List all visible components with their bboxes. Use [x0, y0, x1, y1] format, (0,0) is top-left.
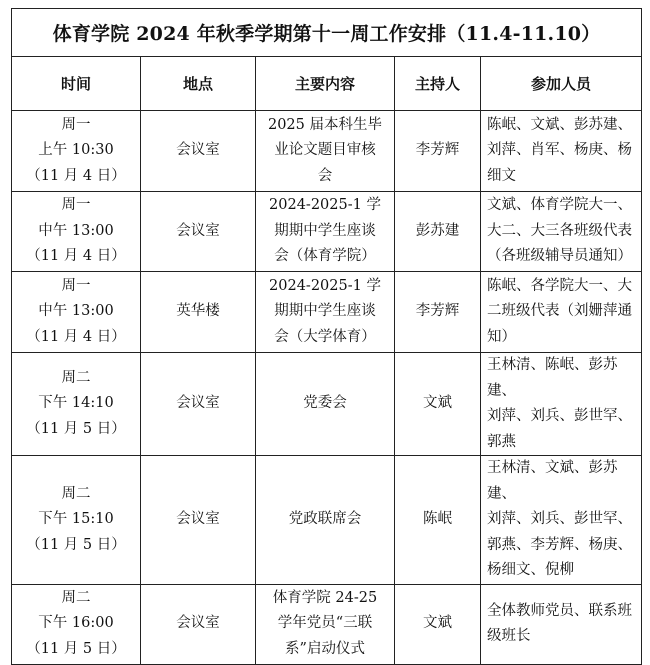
cell-participants-line: 王林清、文斌、彭苏建、: [487, 460, 618, 502]
cell-host: 李芳辉: [395, 272, 481, 353]
cell-place: 会议室: [141, 584, 256, 664]
cell-place: 会议室: [141, 192, 256, 272]
cell-place: 会议室: [141, 353, 256, 456]
cell-host: 文斌: [395, 353, 481, 456]
cell-time-line: 周一: [61, 277, 91, 294]
cell-content-line: 会: [317, 167, 333, 184]
cell-time-line: 周一: [61, 197, 91, 214]
table-row: [12, 456, 642, 585]
cell-content: [256, 584, 395, 664]
cell-participants-line: 文斌、体育学院大一、: [487, 197, 632, 214]
cell-participants-line: 二班级代表（刘姗萍通: [487, 303, 632, 320]
cell-participants: [481, 192, 642, 272]
schedule-sheet: [11, 8, 641, 657]
cell-place: 会议室: [141, 111, 256, 192]
schedule-title: 体育学院 2024 年秋季学期第十一周工作安排（11.4-11.10）: [12, 9, 642, 57]
cell-participants-line: 全体教师党员、联系班: [487, 602, 632, 619]
cell-time-line: 周二: [61, 589, 91, 606]
cell-place: 会议室: [141, 456, 256, 585]
cell-content-line: 2025 届本科生毕: [267, 116, 382, 133]
cell-participants: [481, 456, 642, 585]
cell-content: [256, 192, 395, 272]
cell-participants-line: 刘萍、刘兵、彭世罕、: [487, 511, 632, 527]
cell-participants-line: 大二、大三各班级代表: [487, 222, 632, 239]
cell-place: 英华楼: [141, 272, 256, 353]
cell-content: [256, 353, 395, 456]
cell-time-line: 下午 15:10: [38, 511, 114, 527]
table-row: [12, 192, 642, 272]
header-time: 时间: [12, 57, 141, 111]
header-participants: 参加人员: [481, 57, 642, 111]
cell-time-line: 中午 13:00: [38, 222, 114, 239]
cell-participants-line: 刘萍、肖军、杨庚、杨: [487, 142, 632, 159]
header-host: 主持人: [395, 57, 481, 111]
cell-content-line: 系”启动仪式: [285, 640, 365, 657]
cell-host: 李芳辉: [395, 111, 481, 192]
cell-time-line: （11 月 4 日）: [26, 167, 126, 184]
cell-participants-line: 知）: [487, 328, 516, 345]
cell-participants: [481, 584, 642, 664]
table-row: [12, 111, 642, 192]
cell-participants: [481, 111, 642, 192]
cell-participants-line: （各班级辅导员通知）: [487, 248, 632, 265]
cell-participants-line: 级班长: [487, 628, 531, 644]
cell-content-line: 期期中学生座谈: [274, 303, 376, 320]
cell-content-line: 2024-2025-1 学: [269, 197, 381, 214]
schedule-table: [11, 8, 642, 665]
cell-time-line: （11 月 5 日）: [26, 536, 126, 553]
cell-time-line: （11 月 5 日）: [26, 640, 126, 657]
cell-time: [12, 111, 141, 192]
header-content: 主要内容: [256, 57, 395, 111]
cell-host: 陈岷: [395, 456, 481, 585]
cell-content-line: 会（体育学院）: [274, 248, 376, 265]
cell-time: [12, 456, 141, 585]
table-row: [12, 584, 642, 664]
cell-content: [256, 272, 395, 353]
cell-content-line: 2024-2025-1 学: [269, 277, 381, 294]
cell-time: [12, 192, 141, 272]
table-row: [12, 353, 642, 456]
cell-content: [256, 456, 395, 585]
cell-content-line: 体育学院 24-25: [272, 589, 378, 606]
cell-time-line: （11 月 4 日）: [26, 248, 126, 265]
cell-time-line: 周一: [61, 116, 91, 133]
cell-participants-line: 陈岷、文斌、彭苏建、: [487, 116, 632, 133]
cell-content-line: 期期中学生座谈: [274, 222, 376, 239]
cell-time-line: 下午 14:10: [38, 395, 114, 412]
cell-content: [256, 111, 395, 192]
cell-time-line: 上午 10:30: [38, 142, 114, 159]
cell-time-line: 中午 13:00: [38, 303, 114, 320]
cell-host: 彭苏建: [395, 192, 481, 272]
cell-content-line: 会（大学体育）: [274, 328, 376, 345]
table-row: [12, 272, 642, 353]
cell-host: 文斌: [395, 584, 481, 664]
cell-participants-line: 刘萍、刘兵、彭世罕、: [487, 408, 632, 424]
cell-content-line: 党委会: [303, 395, 347, 412]
cell-time: [12, 353, 141, 456]
cell-participants-line: 杨细文、倪柳: [487, 562, 574, 578]
cell-participants-line: 细文: [487, 167, 516, 184]
cell-time: [12, 272, 141, 353]
cell-time-line: （11 月 5 日）: [26, 420, 126, 437]
cell-participants-line: 陈岷、各学院大一、大: [487, 277, 632, 294]
cell-content-line: 业论文题目审核: [274, 142, 376, 159]
cell-time-line: 周二: [61, 369, 91, 386]
cell-participants-line: 郭燕、李芳辉、杨庚、: [487, 536, 632, 553]
header-place: 地点: [141, 57, 256, 111]
cell-content-line: 党政联席会: [288, 511, 362, 527]
cell-time-line: 下午 16:00: [38, 615, 114, 632]
cell-content-line: 学年党员“三联: [277, 615, 373, 632]
cell-time: [12, 584, 141, 664]
cell-participants: [481, 353, 642, 456]
cell-time-line: 周二: [61, 485, 91, 502]
cell-participants-line: 郭燕: [487, 433, 516, 450]
cell-participants: [481, 272, 642, 353]
cell-time-line: （11 月 4 日）: [26, 328, 126, 345]
cell-participants-line: 王林清、陈岷、彭苏建、: [487, 357, 618, 399]
